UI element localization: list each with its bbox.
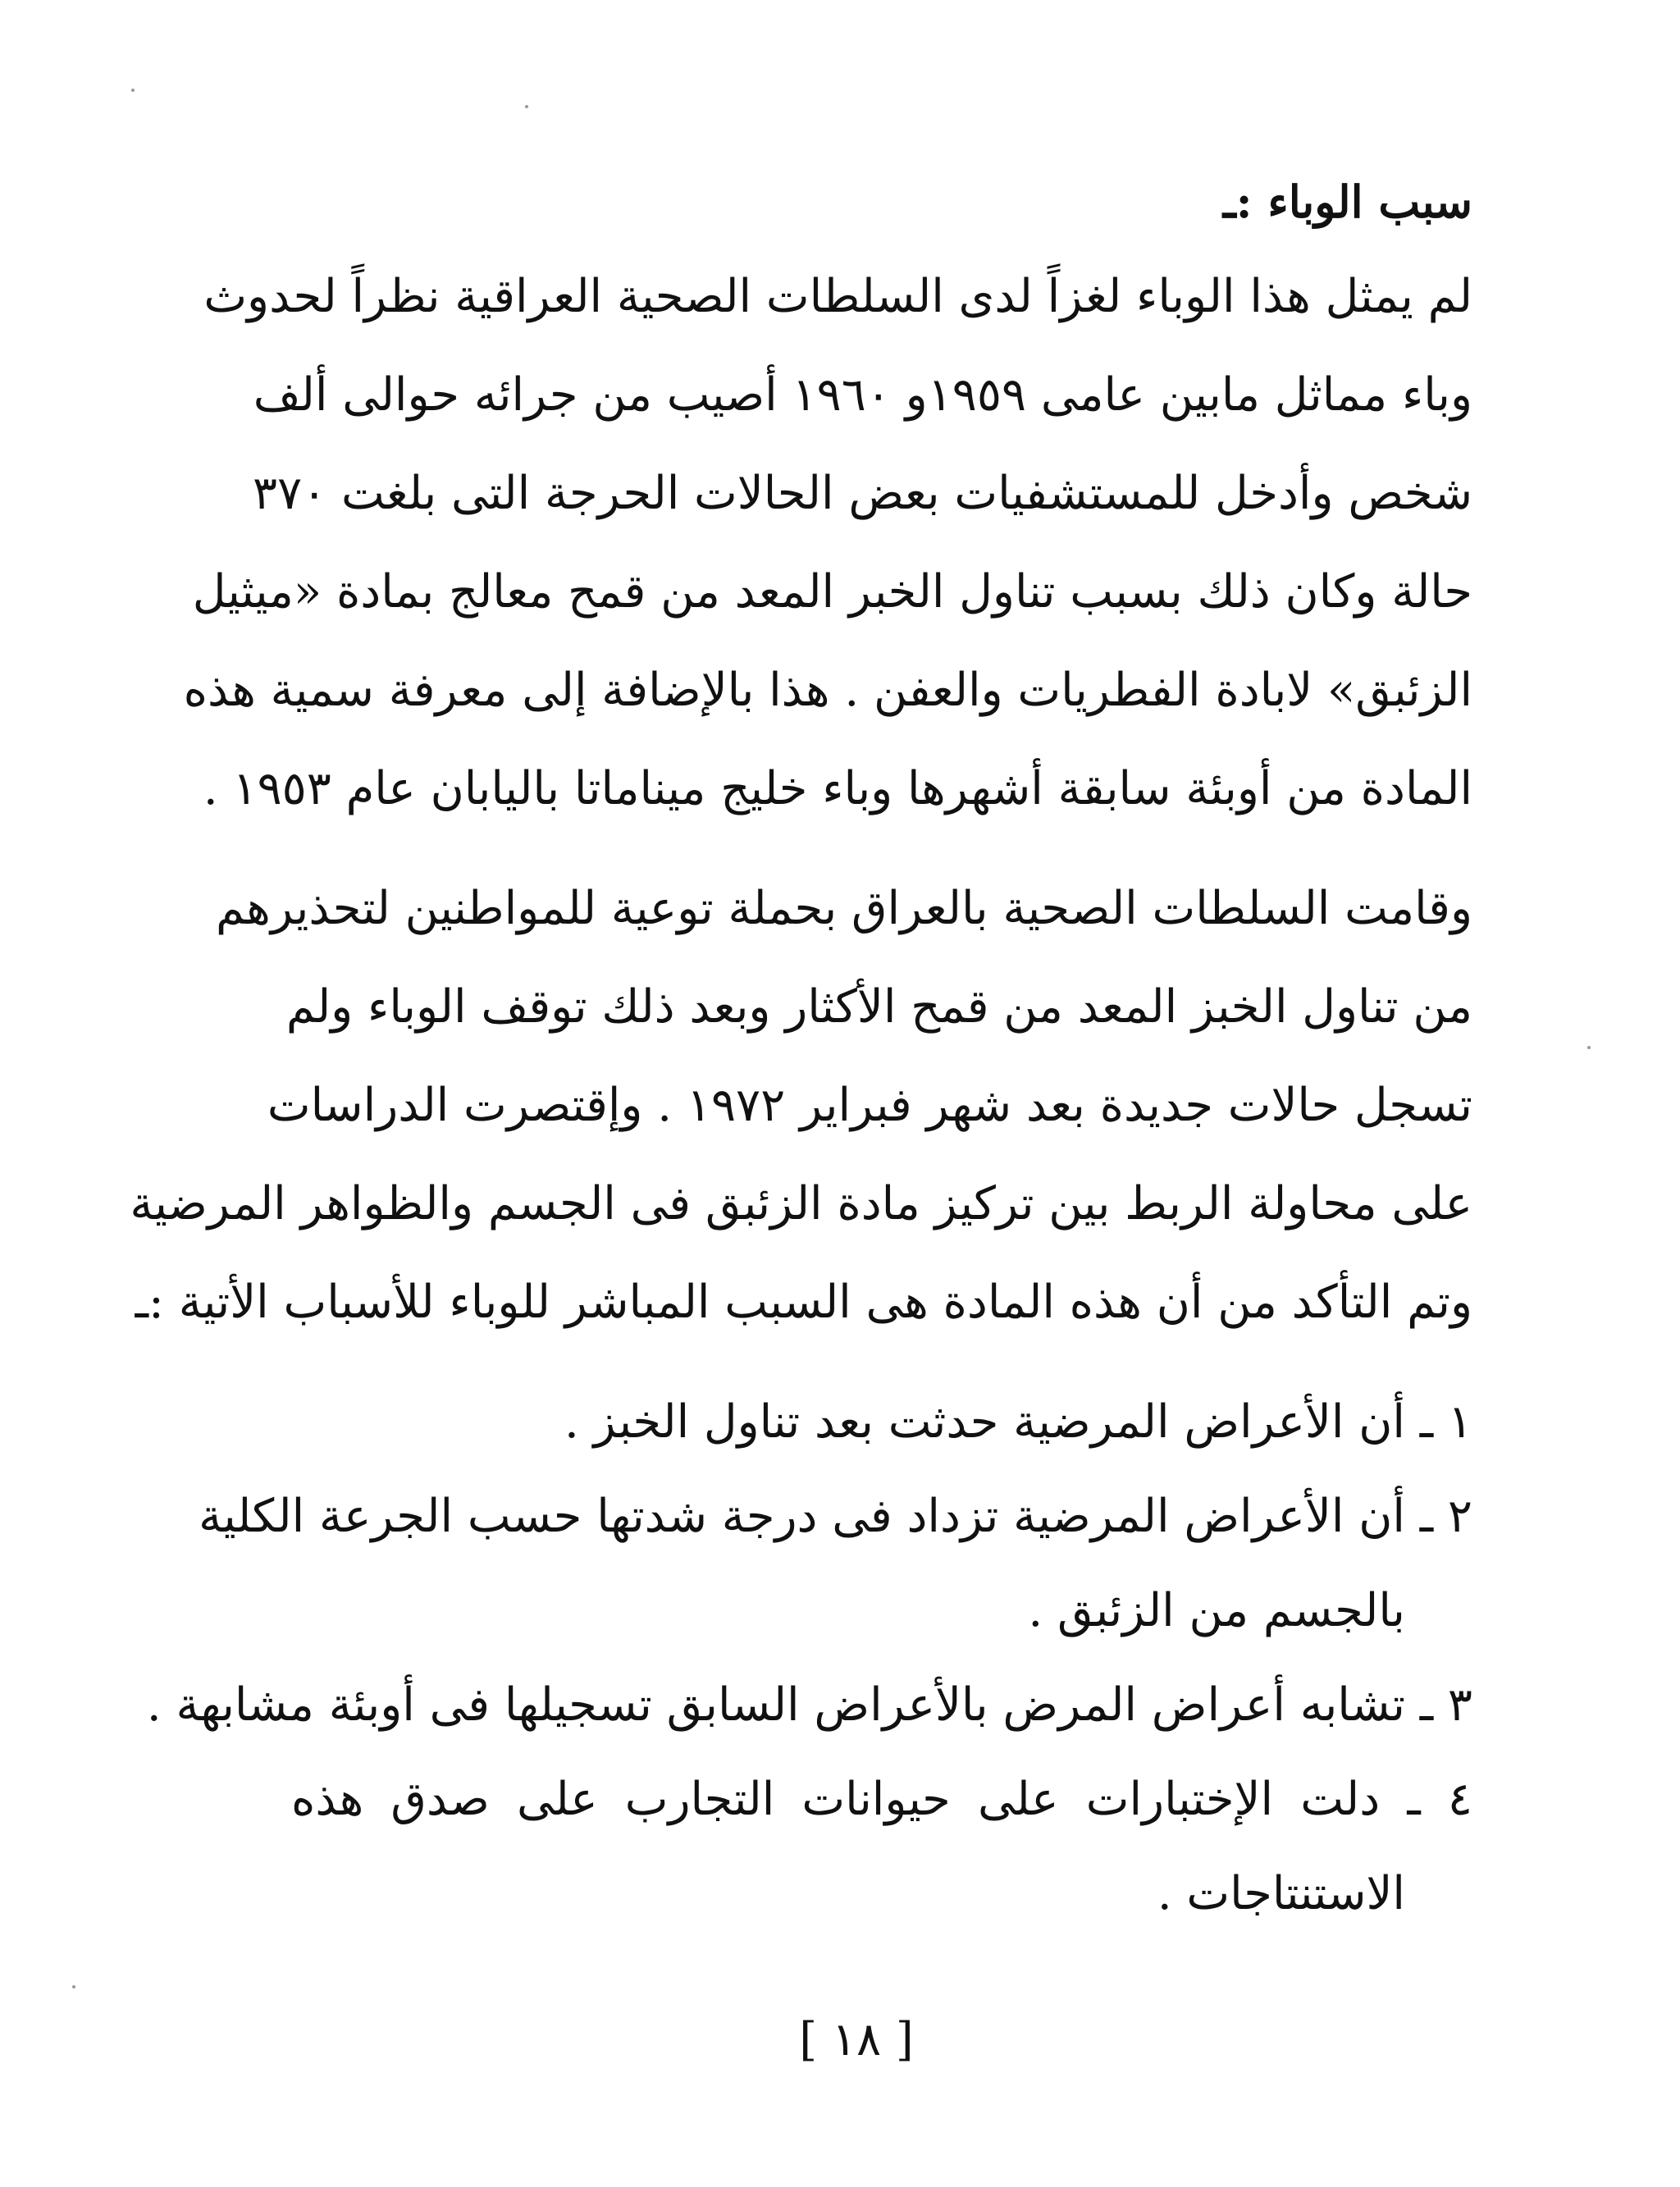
list-item-3: ٣ ـ تشابه أعراض المرض بالأعراض السابق تسجيلها فى أوبئة مشابهة . <box>146 1678 1472 1732</box>
paragraph-1-line-5: الزئبق» لابادة الفطريات والعفن . هذا بالإضافة إلى معرفة سمية هذه <box>183 664 1472 717</box>
scan-speck <box>72 1985 75 1988</box>
list-item-1: ١ ـ أن الأعراض المرضية حدثت بعد تناول الخبز . <box>564 1395 1472 1449</box>
paragraph-1-line-2: وباء مماثل مابين عامى ١٩٥٩و ١٩٦٠ أصيب من جرائه حوالى ألف <box>253 368 1472 422</box>
paragraph-1-line-1: لم يمثل هذا الوباء لغزاً لدى السلطات الصحية العراقية نظراً لحدوث <box>203 270 1472 323</box>
paragraph-2-line-2: من تناول الخبز المعد من قمح الأكثار وبعد ذلك توقف الوباء ولم <box>285 980 1472 1034</box>
list-item-2: ٢ ـ أن الأعراض المرضية تزداد فى درجة شدتها حسب الجرعة الكلية <box>199 1490 1472 1543</box>
scan-speck <box>1587 1046 1591 1049</box>
paragraph-2-line-3: تسجل حالات جديدة بعد شهر فبراير ١٩٧٢ . وإقتصرت الدراسات <box>267 1079 1472 1132</box>
paragraph-2-line-4: على محاولة الربط بين تركيز مادة الزئبق فى الجسم والظواهر المرضية <box>130 1177 1472 1230</box>
paragraph-2-line-1: وقامت السلطات الصحية بالعراق بحملة توعية للمواطنين لتحذيرهم <box>216 882 1472 935</box>
paragraph-1-line-6: المادة من أوبئة سابقة أشهرها وباء خليج ميناماتا باليابان عام ١٩٥٣ . <box>203 762 1472 815</box>
list-item-2-continuation: بالجسم من الزئبق . <box>1028 1584 1405 1637</box>
scan-speck <box>525 105 528 108</box>
paragraph-2-line-5: وتم التأكد من أن هذه المادة هى السبب المباشر للوباء للأسباب الأتية :ـ <box>135 1276 1472 1329</box>
scan-speck <box>131 89 135 92</box>
page-number: [ ١٨ ] <box>799 2013 914 2066</box>
list-item-4: ٤ ـ دلت الإختبارات على حيوانات التجارب على صدق هذه <box>291 1773 1472 1826</box>
list-item-4-continuation: الاستنتاجات . <box>1157 1867 1405 1920</box>
paragraph-1-line-4: حالة وكان ذلك بسبب تناول الخبر المعد من قمح معالج بمادة «ميثيل <box>192 565 1472 619</box>
section-heading: سبب الوباء :ـ <box>1222 176 1472 228</box>
paragraph-1-line-3: شخص وأدخل للمستشفيات بعض الحالات الحرجة التى بلغت ٣٧٠ <box>252 467 1472 520</box>
